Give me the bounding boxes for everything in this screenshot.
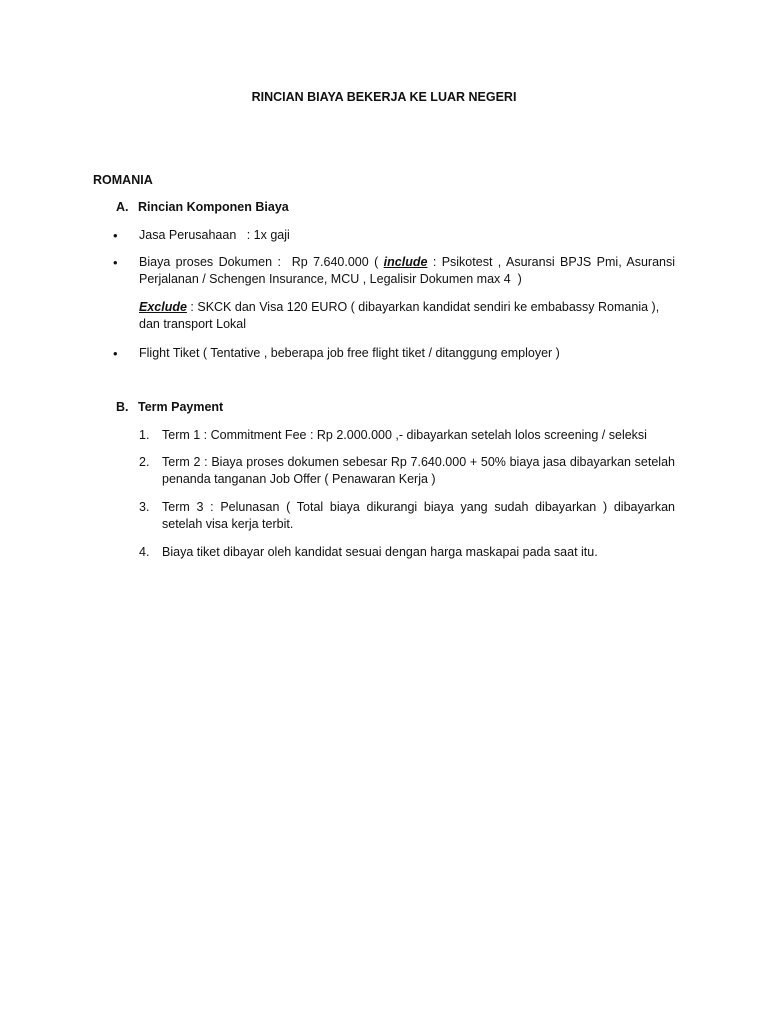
term-number: 1. <box>139 428 150 442</box>
country-heading: ROMANIA <box>93 173 153 187</box>
cost-item-flight-ticket: Flight Tiket ( Tentative , beberapa job free flight tiket / ditanggung employer ) <box>139 346 560 360</box>
document-process-includes: : Psikotest , Asuransi BPJS Pmi, Asuransi Perjalanan / Schengen Insurance, MCU , Legalisir Dokumen max 4 ) <box>139 255 679 286</box>
section-a-title: Rincian Komponen Biaya <box>138 200 289 214</box>
section-a-heading <box>116 199 289 216</box>
exclude-label: Exclude <box>139 300 187 314</box>
document-title: RINCIAN BIAYA BEKERJA KE LUAR NEGERI <box>251 90 517 104</box>
document-process-prefix: Biaya proses Dokumen : Rp 7.640.000 ( <box>139 255 384 269</box>
cost-item-document-process <box>139 254 679 288</box>
section-b-letter: B. <box>116 400 129 414</box>
bullet-icon: • <box>113 346 118 361</box>
term-item-1: Term 1 : Commitment Fee : Rp 2.000.000 ,- dibayarkan setelah lolos screening / seleksi <box>162 428 647 442</box>
include-label: include <box>383 255 428 269</box>
term-item-2: Term 2 : Biaya proses dokumen sebesar Rp 7.640.000 + 50% biaya jasa dibayarkan setelah penanda tanganan Job Offer ( Penawaran Kerja ) <box>162 455 675 486</box>
term-number: 3. <box>139 500 150 514</box>
cost-item-exclusions <box>139 299 675 333</box>
term-number: 2. <box>139 455 150 469</box>
section-a-letter: A. <box>116 200 129 214</box>
section-b-title: Term Payment <box>138 400 224 414</box>
bullet-icon: • <box>113 228 118 243</box>
section-b-heading <box>116 399 223 416</box>
term-item-3: Term 3 : Pelunasan ( Total biaya dikurangi biaya yang sudah dibayarkan ) dibayarkan setelah visa kerja terbit. <box>162 500 675 531</box>
cost-item-company-fee: Jasa Perusahaan : 1x gaji <box>139 228 290 242</box>
term-number: 4. <box>139 545 150 559</box>
exclusions-text: : SKCK dan Visa 120 EURO ( dibayarkan kandidat sendiri ke embabassy Romania ), dan transport Lokal <box>139 300 660 331</box>
bullet-icon: • <box>113 255 118 270</box>
term-item-4: Biaya tiket dibayar oleh kandidat sesuai dengan harga maskapai pada saat itu. <box>162 545 598 559</box>
